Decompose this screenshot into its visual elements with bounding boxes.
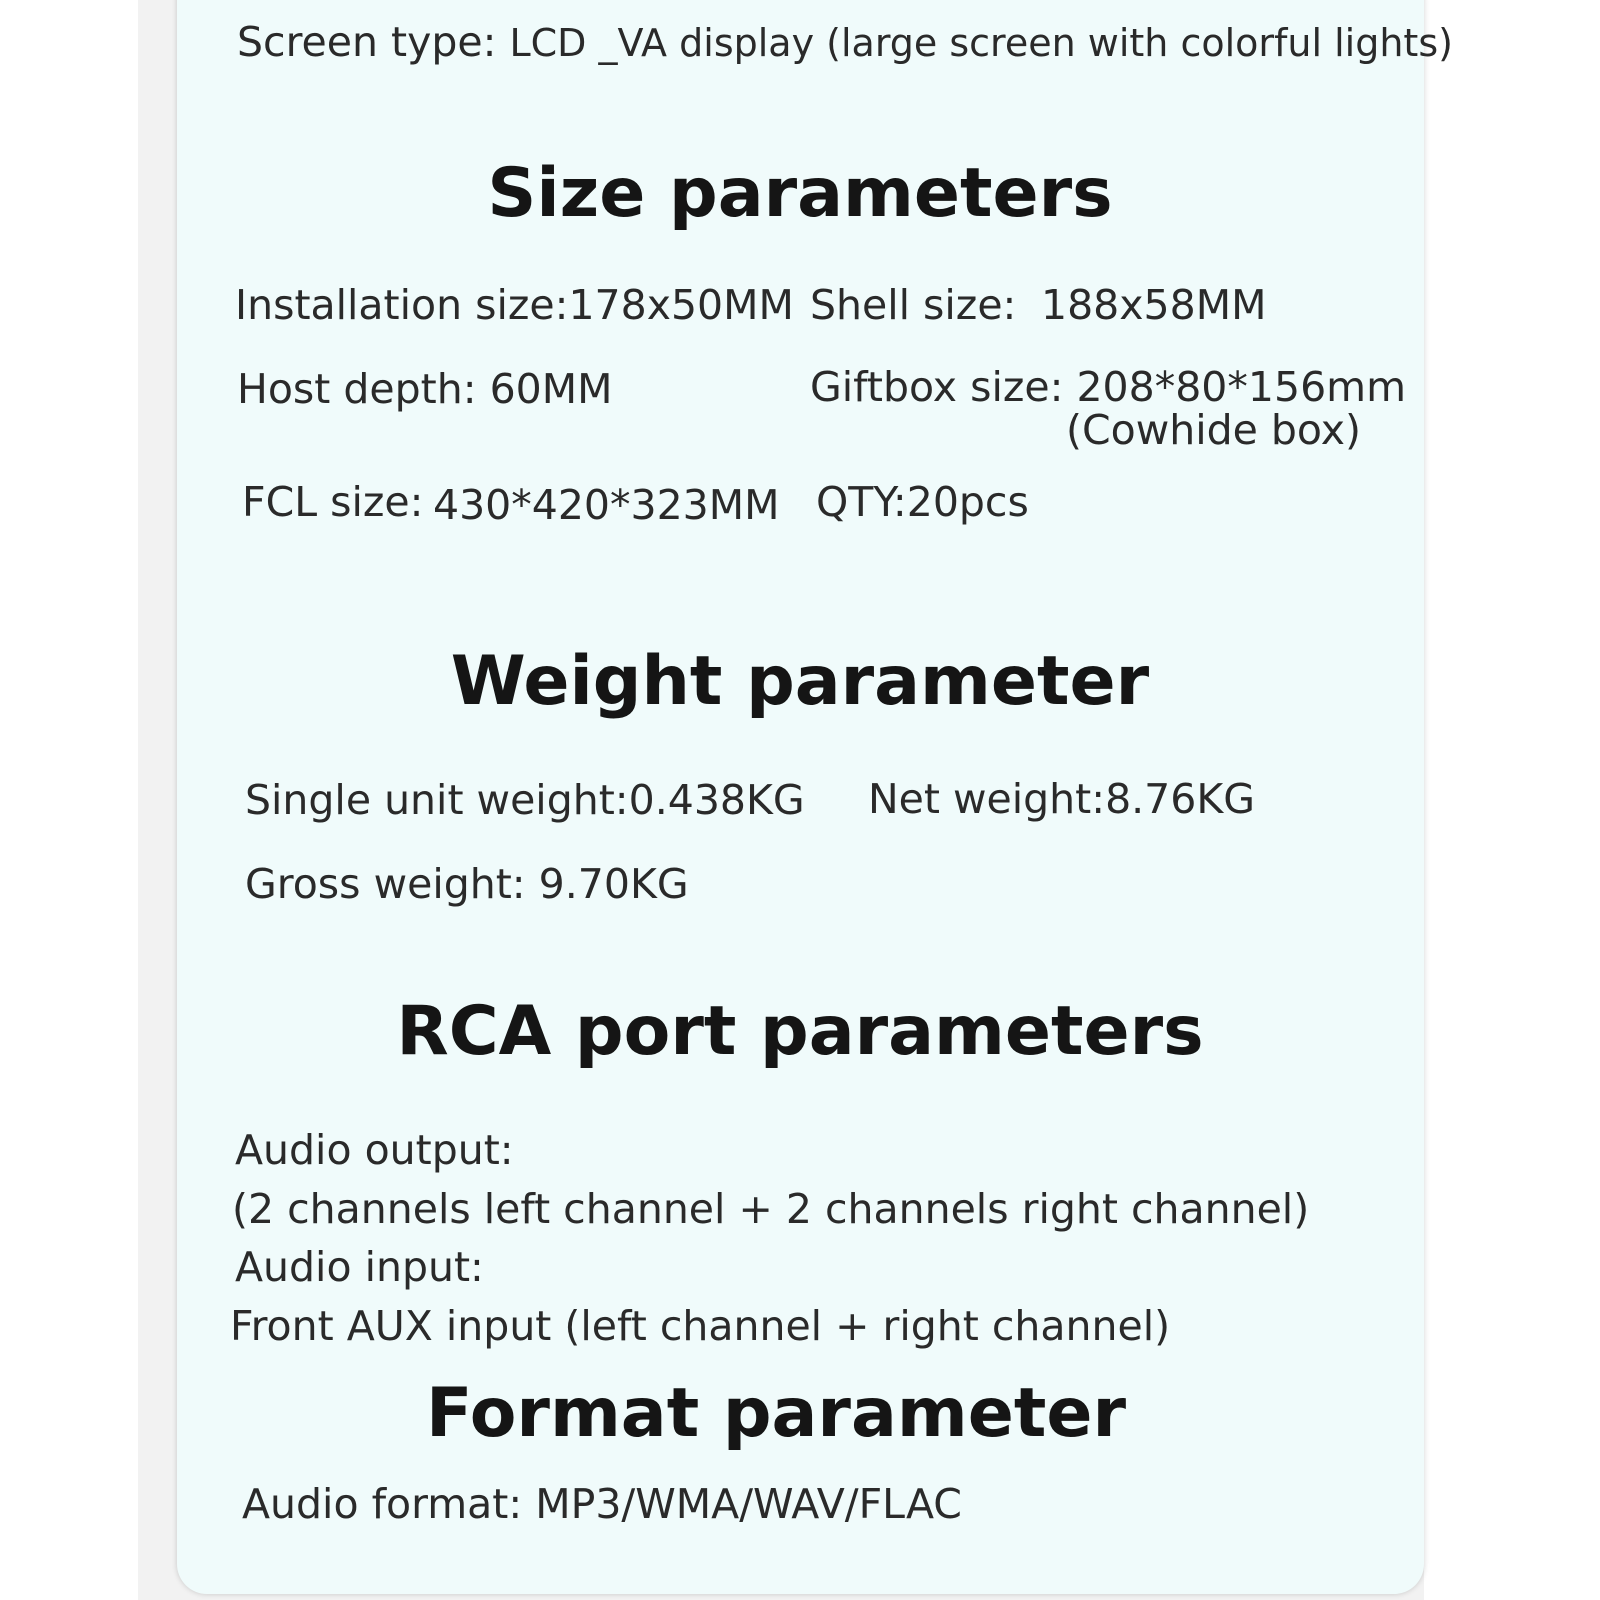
qty-row bbox=[816, 478, 1029, 526]
gross-weight-row bbox=[245, 860, 689, 908]
gross-weight-label: Gross weight: bbox=[245, 860, 526, 908]
screen-type-row bbox=[237, 18, 1453, 67]
host-depth-label: Host depth: bbox=[237, 365, 477, 413]
giftbox-size-row bbox=[810, 363, 1406, 411]
giftbox-size-note: (Cowhide box) bbox=[1066, 406, 1362, 454]
qty-value: 20pcs bbox=[906, 478, 1029, 526]
rca-port-parameters-heading: RCA port parameters bbox=[396, 992, 1204, 1071]
format-parameter-heading: Format parameter bbox=[426, 1374, 1126, 1453]
single-unit-weight-value: 0.438KG bbox=[628, 776, 805, 824]
fcl-size-label: FCL size: bbox=[242, 478, 424, 526]
net-weight-value: 8.76KG bbox=[1105, 775, 1256, 823]
gross-weight-value: 9.70KG bbox=[538, 860, 689, 908]
audio-format-row bbox=[242, 1480, 962, 1528]
screen-type-label: Screen type: bbox=[237, 18, 497, 66]
audio-input-value: Front AUX input (left channel + right channel) bbox=[230, 1302, 1171, 1350]
qty-label: QTY: bbox=[816, 478, 907, 526]
audio-format-value: MP3/WMA/WAV/FLAC bbox=[535, 1480, 962, 1528]
single-unit-weight-label: Single unit weight: bbox=[245, 776, 629, 824]
shell-size-label: Shell size: bbox=[810, 281, 1017, 329]
host-depth-row bbox=[237, 365, 613, 413]
giftbox-size-value: 208*80*156mm bbox=[1076, 363, 1407, 411]
weight-parameter-heading: Weight parameter bbox=[450, 642, 1150, 721]
audio-output-value: (2 channels left channel + 2 channels right channel) bbox=[232, 1185, 1310, 1233]
screen-type-value: LCD _VA display (large screen with colorful lights) bbox=[509, 21, 1453, 65]
installation-size-value: 178x50MM bbox=[568, 281, 794, 329]
fcl-size-value: 430*420*323MM bbox=[433, 481, 780, 529]
audio-input-label: Audio input: bbox=[235, 1243, 484, 1291]
shell-size-row bbox=[810, 281, 1016, 329]
audio-format-label: Audio format: bbox=[242, 1480, 523, 1528]
installation-size-row bbox=[235, 281, 794, 329]
shell-size-value: 188x58MM bbox=[1041, 281, 1267, 329]
size-parameters-heading: Size parameters bbox=[487, 154, 1113, 233]
host-depth-value: 60MM bbox=[489, 365, 613, 413]
net-weight-row bbox=[868, 775, 1255, 823]
net-weight-label: Net weight: bbox=[868, 775, 1106, 823]
giftbox-size-label: Giftbox size: bbox=[810, 363, 1064, 411]
single-unit-weight-row bbox=[245, 776, 805, 824]
audio-output-label: Audio output: bbox=[235, 1126, 514, 1174]
installation-size-label: Installation size: bbox=[235, 281, 569, 329]
